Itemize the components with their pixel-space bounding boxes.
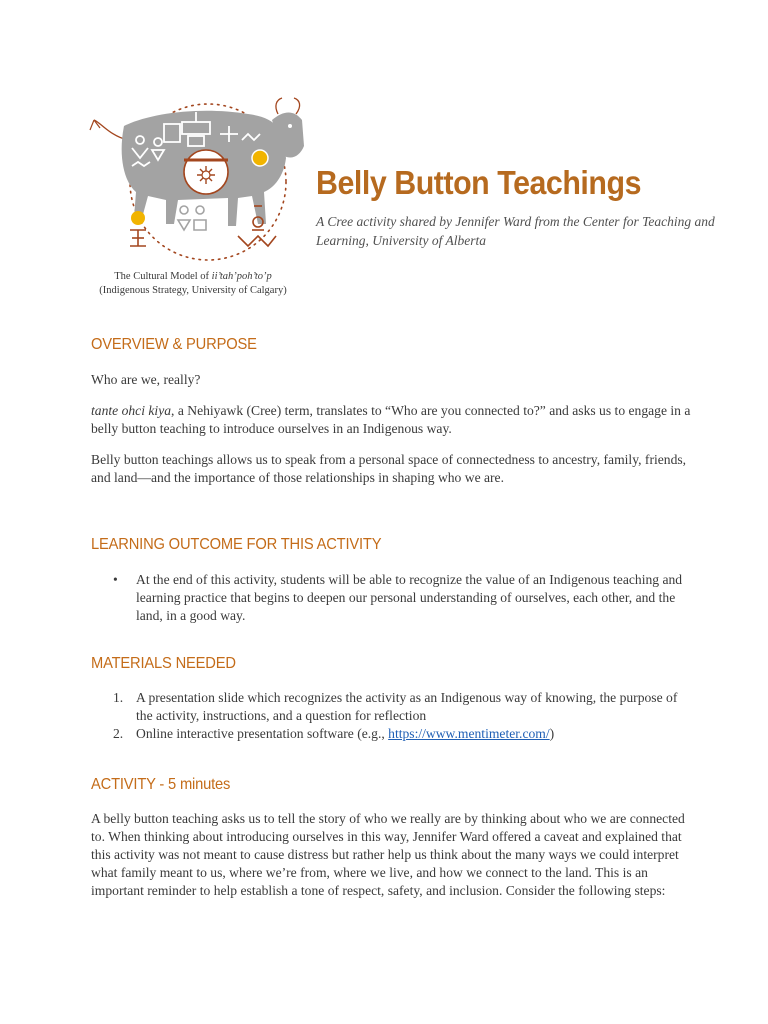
materials-item-text: A presentation slide which recognizes the activity as an Indigenous way of knowing, the purpose of the activity, instructions, and a question for reflection — [136, 690, 678, 723]
cree-term: tante ohci kiya — [91, 403, 172, 418]
cultural-model-logo-icon — [88, 96, 318, 266]
list-number: 2. — [113, 726, 124, 741]
list-number: 1. — [113, 690, 124, 705]
caption-term: ii’tah’poh’to’p — [211, 271, 272, 282]
activity-paragraph: A belly button teaching asks us to tell the story of who we really are by thinking about who we are connected to. When thinking about introducing ourselves in this way, Jennifer Ward offered a caveat and explained that this activity was not meant to cause distress but rather help us think about the many ways we could interpret what family meant to us, where we’re from, where we live, and how we connect to the land. This is an important reminder to help establish a tone of respect, safety, and inclusion. Consider the following steps: — [91, 811, 685, 898]
list-item — [91, 725, 691, 743]
outcome-list — [91, 571, 691, 625]
overview-paragraph-1 — [91, 402, 691, 438]
caption-line2: (Indigenous Strategy, University of Calgary) — [99, 285, 287, 296]
overview-paragraph-1-text: , a Nehiyawk (Cree) term, translates to “Who are you connected to?” and asks us to engage in a belly button teaching to introduce ourselves in an Indigenous way. — [91, 403, 691, 436]
mentimeter-link[interactable]: https://www.mentimeter.com/ — [388, 726, 550, 741]
section-heading-activity: ACTIVITY - 5 minutes — [91, 776, 231, 793]
materials-list — [91, 689, 691, 743]
overview-paragraph-2: Belly button teachings allows us to speak from a personal space of connectedness to ancestry, family, friends, and land—and the importance of those relationships in shaping who we are. — [91, 452, 687, 485]
outcome-item-text: At the end of this activity, students will be able to recognize the value of an Indigenous teaching and learning practice that begins to deepen our personal understanding of ourselves, each other, and the land, in a good way. — [136, 572, 683, 623]
list-item — [91, 689, 691, 725]
materials-item-text: Online interactive presentation software (e.g., — [136, 726, 389, 741]
logo-caption — [82, 270, 304, 298]
overview-question: Who are we, really? — [91, 372, 201, 387]
bullet-icon: • — [113, 572, 118, 587]
section-heading-overview: OVERVIEW & PURPOSE — [91, 336, 257, 353]
document-subtitle: A Cree activity shared by Jennifer Ward from the Center for Teaching and Learning, University of Alberta — [316, 214, 715, 248]
section-heading-materials: MATERIALS NEEDED — [91, 655, 236, 672]
list-item — [91, 571, 691, 625]
materials-item-suffix: ) — [549, 726, 555, 741]
caption-prefix: The Cultural Model of — [114, 271, 212, 282]
section-heading-outcome: LEARNING OUTCOME FOR THIS ACTIVITY — [91, 536, 382, 553]
document-title: Belly Button Teachings — [316, 164, 642, 201]
